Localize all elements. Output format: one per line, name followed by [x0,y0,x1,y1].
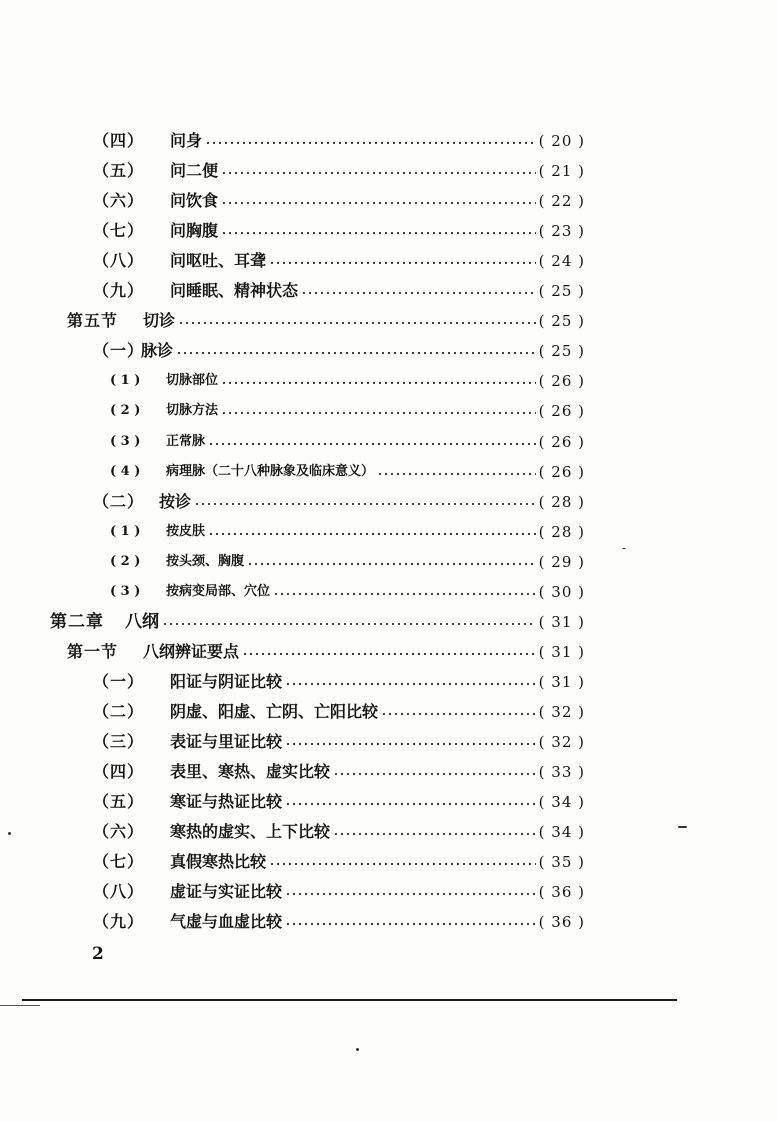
toc-entry-page: ( 26 ) [538,433,585,451]
toc-entry-page: ( 24 ) [538,252,585,270]
scan-speck [678,826,687,828]
toc-entry [93,757,585,787]
toc-leader-dots [269,863,536,865]
toc-entry-title: 阴虚、阳虚、亡阴、亡阳比较 [170,702,379,721]
toc-entry [110,427,585,457]
toc-leader-dots [176,352,536,354]
toc-entry-number: ( 1 ) [110,373,141,388]
toc-entry-title: 病理脉（二十八种脉象及临床意义） [166,464,375,479]
toc-entry-number: 第五节 [67,311,119,330]
toc-leader-dots [333,773,536,775]
toc-leader-dots [285,803,536,805]
toc-entry [110,517,585,547]
bottom-rule-fragment [0,1005,40,1006]
toc-leader-dots [221,172,536,174]
toc-leader-dots [273,593,536,595]
toc-entry-title: 寒证与热证比较 [170,792,283,811]
toc-entry-title: 脉诊 [141,341,174,360]
toc-entry-title: 问饮食 [170,191,219,210]
page-number: 2 [92,944,104,964]
toc-entry-number: ( 2 ) [110,403,141,418]
toc-leader-dots [333,833,536,835]
toc-entry [110,547,585,577]
toc-entry [93,126,585,156]
toc-entry-number: ( 1 ) [110,524,141,539]
toc-entry-number: （二） [93,702,145,721]
toc-entry-page: ( 25 ) [538,342,585,360]
toc-leader-dots [194,503,536,505]
toc-entry-title: 按诊 [159,492,192,511]
toc-leader-dots [221,382,536,384]
toc-entry-page: ( 31 ) [538,613,585,631]
toc-leader-dots [285,893,536,895]
toc-entry-page: ( 22 ) [538,192,585,210]
toc-entry-page: ( 26 ) [538,463,585,481]
toc-entry-title: 八纲辨证要点 [143,642,240,661]
toc-entry-number: （四） [93,762,145,781]
scan-speck [622,548,626,549]
toc-entry-page: ( 33 ) [538,763,585,781]
toc-entry-page: ( 34 ) [538,793,585,811]
toc-entry-page: ( 34 ) [538,823,585,841]
toc-leader-dots [221,412,536,414]
toc-entry-number: （八） [93,251,145,270]
toc-entry-title: 虚证与实证比较 [170,882,283,901]
toc-entry [110,577,585,607]
toc-entry-page: ( 20 ) [538,132,585,150]
toc-entry [93,156,585,186]
toc-leader-dots [247,563,536,565]
toc-leader-dots [285,683,536,685]
toc-entry-title: 正常脉 [166,434,206,449]
toc-entry-title: 切诊 [143,311,176,330]
toc-entry [67,306,585,336]
toc-entry [93,727,585,757]
toc-entry-title: 问身 [170,131,203,150]
toc-entry-title: 切脉部位 [166,373,219,388]
toc-entry-title: 问胸腹 [170,221,219,240]
toc-entry-page: ( 29 ) [538,553,585,571]
toc-entry-number: （七） [93,852,145,871]
toc-entry [93,487,585,517]
toc-entry [93,787,585,817]
toc-leader-dots [242,653,536,655]
toc-entry-page: ( 28 ) [538,523,585,541]
toc-entry-page: ( 35 ) [538,853,585,871]
toc-entry-title: 切脉方法 [166,403,219,418]
toc-entry-number: （七） [93,221,145,240]
toc-leader-dots [208,533,536,535]
toc-entry-page: ( 30 ) [538,583,585,601]
toc-leader-dots [269,262,536,264]
toc-entry-title: 寒热的虚实、上下比较 [170,822,331,841]
toc-entry [110,366,585,396]
toc-entry-number: （八） [93,882,145,901]
toc-entry-page: ( 28 ) [538,493,585,511]
toc-entry-title: 阳证与阴证比较 [170,672,283,691]
toc-leader-dots [205,142,536,144]
toc-entry-title: 八纲 [125,612,159,632]
toc-entry-number: ( 2 ) [110,554,141,569]
toc-entry-number: （九） [93,912,145,931]
toc-entry-number: （一） [93,672,145,691]
toc-entry [93,246,585,276]
toc-entry-number: （五） [93,161,145,180]
toc-entry [110,396,585,426]
toc-entry-page: ( 31 ) [538,673,585,691]
toc-entry [93,276,585,306]
toc-entry-number: （一） [93,341,145,360]
toc-entry-page: ( 31 ) [538,643,585,661]
toc-entry-title: 按病变局部、穴位 [166,584,271,599]
toc-entry-page: ( 21 ) [538,162,585,180]
toc-entry-number: ( 4 ) [110,464,141,479]
toc-leader-dots [285,743,536,745]
toc-entry-number: （五） [93,792,145,811]
toc-entry-page: ( 25 ) [538,282,585,300]
toc-entry-title: 按头颈、胸腹 [166,554,245,569]
scan-speck [8,832,11,835]
toc-entry-title: 问睡眠、精神状态 [170,281,299,300]
toc-leader-dots [381,713,536,715]
toc-leader-dots [178,322,536,324]
toc-entry-page: ( 26 ) [538,372,585,390]
toc-entry-number: （四） [93,131,145,150]
toc-entry [50,607,585,637]
toc-entry [93,336,585,366]
toc-entry-title: 按皮肤 [166,524,206,539]
toc-entry [67,637,585,667]
toc-entry-title: 问二便 [170,161,219,180]
bottom-rule [22,999,677,1001]
toc-entry-page: ( 26 ) [538,402,585,420]
toc-entry [93,817,585,847]
toc-entry-number: 第一节 [67,642,119,661]
toc-entry-title: 气虚与血虚比较 [170,912,283,931]
toc-leader-dots [377,473,536,475]
toc-entry [93,847,585,877]
toc-leader-dots [208,443,536,445]
toc-entry-number: ( 3 ) [110,434,141,449]
toc-entry-page: ( 25 ) [538,312,585,330]
toc-leader-dots [221,202,536,204]
toc-entry-page: ( 23 ) [538,222,585,240]
toc-entry-number: （六） [93,191,145,210]
toc-entry-title: 表证与里证比较 [170,732,283,751]
toc-leader-dots [285,923,536,925]
toc-leader-dots [301,292,536,294]
toc-entry-page: ( 32 ) [538,733,585,751]
toc-entry [93,667,585,697]
toc-entry-page: ( 36 ) [538,913,585,931]
toc-entry-number: （六） [93,822,145,841]
toc-entry-number: （二） [93,492,145,511]
toc-entry-page: ( 36 ) [538,883,585,901]
toc-leader-dots [221,232,536,234]
toc-entry-title: 问呕吐、耳聋 [170,251,267,270]
toc-entry [93,216,585,246]
toc-entry-number: ( 3 ) [110,584,141,599]
toc-entry [93,697,585,727]
toc-entry-title: 表里、寒热、虚实比较 [170,762,331,781]
toc-entry-page: ( 32 ) [538,703,585,721]
toc-entry [110,457,585,487]
toc-entry [93,186,585,216]
toc-entry-number: （九） [93,281,145,300]
toc-entry [93,907,585,937]
toc-entry-number: （三） [93,732,145,751]
toc-entry-number: 第二章 [50,612,104,632]
toc-leader-dots [162,623,536,625]
toc-entry-title: 真假寒热比较 [170,852,267,871]
toc-entry [93,877,585,907]
scan-speck [356,1048,359,1051]
